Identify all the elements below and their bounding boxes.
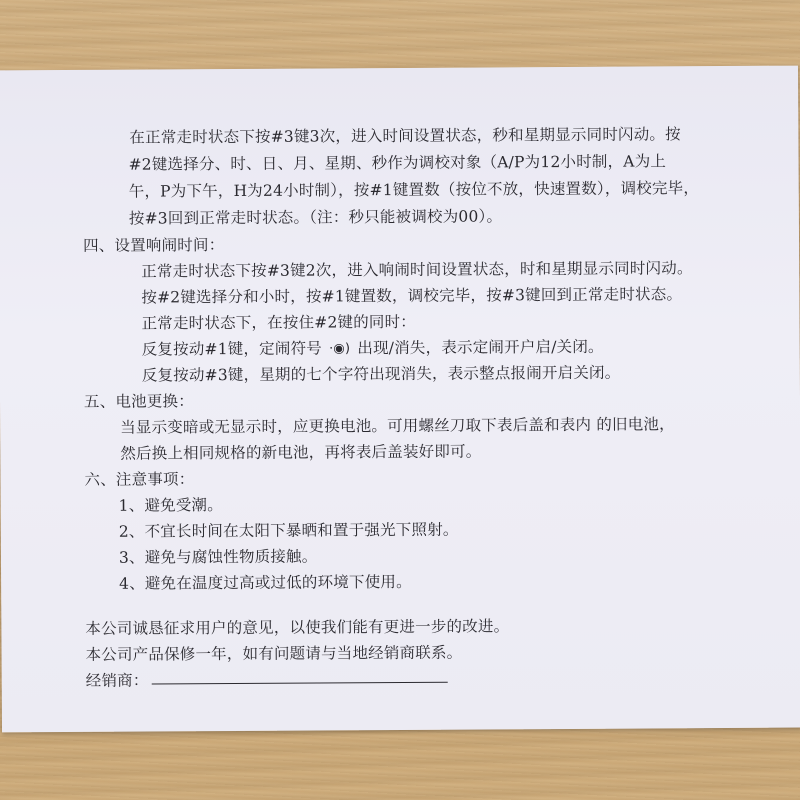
footer-line-1: 本公司诚恳征求用户的意见，以使我们能有更进一步的改进。 [85, 617, 510, 638]
section3-line-1: 在正常走时状态下按#3键3次，进入时间设置状态，秒和星期显示同时闪动。按 [129, 125, 681, 147]
section4-alarm-line [142, 335, 604, 360]
section4-heading: 四、设置响闹时间： [83, 236, 225, 255]
footer-line-2: 本公司产品保修一年，如有问题请与当地经销商联系。 [85, 643, 463, 664]
alarm-symbol-icon: ·◉) [329, 341, 351, 357]
section6-item-3: 3、避免与腐蚀性物质接触。 [118, 547, 318, 567]
dealer-signature-line [152, 682, 448, 685]
section3-line-2: #2键选择分、时、日、月、星期、秒作为调校对象（A/P为12小时制，A为上 [128, 152, 667, 174]
section5-heading: 五、电池更换： [83, 392, 194, 411]
section4-line-1: 正常走时状态下按#3键2次，进入响闹时间设置状态，时和星期显示同时闪动。 [141, 259, 693, 281]
alarm-line-suffix: 出现/消失，表示定闹开户启/关闭。 [357, 337, 604, 358]
section4-line-2: 按#2键选择分和小时，按#1键置数，调校完毕，按#3键回到正常走时状态。 [141, 285, 683, 307]
alarm-line-prefix: 反复按动#1键，定闹符号 [141, 339, 322, 359]
section3-line-4: 按#3回到正常走时状态。（注：秒只能被调校为00）。 [128, 207, 503, 228]
instruction-sheet [0, 66, 800, 733]
section4-line-5: 反复按动#3键，星期的七个字符出现消失，表示整点报闹开启关闭。 [141, 363, 621, 385]
section5-line-1: 当显示变暗或无显示时，应更换电池。可用螺丝刀取下表后盖和表内 的旧电池， [120, 415, 675, 437]
section5-line-2: 然后换上相同规格的新电池，再将表后盖装好即可。 [120, 442, 482, 463]
section6-item-4: 4、避免在温度过高或过低的环境下使用。 [119, 572, 412, 593]
section6-heading: 六、注意事项： [84, 470, 195, 489]
section4-line-3: 正常走时状态下，在按住#2键的同时： [141, 312, 417, 333]
section6-item-1: 1、避免受潮。 [118, 496, 223, 515]
section3-line-3: 午，P为下午，H为24小时制），按#1键置数（按位不放，快速置数），调校完毕， [128, 179, 700, 201]
dealer-label: 经销商： [85, 671, 149, 690]
section6-item-2: 2、不宜长时间在太阳下暴晒和置于强光下照射。 [118, 520, 459, 541]
